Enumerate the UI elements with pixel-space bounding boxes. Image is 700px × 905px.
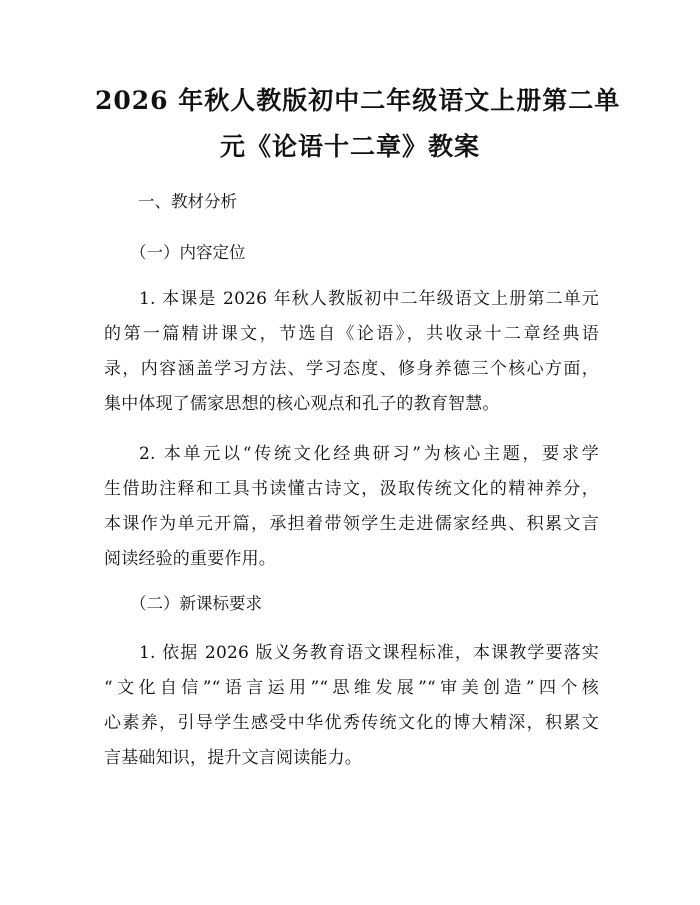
subsection-heading-content-positioning: （一）内容定位 [130,243,246,262]
paragraph-2-line-2: 生借助注释和工具书读懂古诗文，汲取传统文化的精神养分， [104,479,599,499]
paragraph-1-line-4: 集中体现了儒家思想的核心观点和孔子的教育智慧。 [104,394,500,414]
paragraph-2-line-3: 本课作为单元开篇，承担着带领学生走进儒家经典、积累文言 [104,514,599,534]
paragraph-1-line-2: 的第一篇精讲课文，节选自《论语》，共收录十二章经典语 [104,324,599,344]
paragraph-1-line-3: 录，内容涵盖学习方法、学习态度、修身养德三个核心方面， [104,359,599,379]
paragraph-3-line-3: 心素养，引导学生感受中华优秀传统文化的博大精深，积累文 [104,713,599,733]
paragraph-3-line-2: “文化自信”“语言运用”“思维发展”“审美创造”四个核 [104,678,599,698]
subsection-heading-curriculum-standards: （二）新课标要求 [130,594,262,613]
paragraph-3-line-1: 1. 依据 2026 版义务教育语文课程标准，本课教学要落实 [139,643,599,663]
paragraph-3-line-4: 言基础知识，提升文言阅读能力。 [104,748,362,768]
document-title-line-1: 2026 年秋人教版初中二年级语文上册第二单 [95,86,621,115]
section-heading-textbook-analysis: 一、教材分析 [138,192,237,211]
paragraph-2-line-4: 阅读经验的重要作用。 [104,549,276,569]
paragraph-1-line-1: 1. 本课是 2026 年秋人教版初中二年级语文上册第二单元 [139,289,599,309]
document-title-line-2: 元《论语十二章》教案 [219,132,480,161]
paragraph-2-line-1: 2. 本单元以“传统文化经典研习”为核心主题，要求学 [139,444,599,464]
